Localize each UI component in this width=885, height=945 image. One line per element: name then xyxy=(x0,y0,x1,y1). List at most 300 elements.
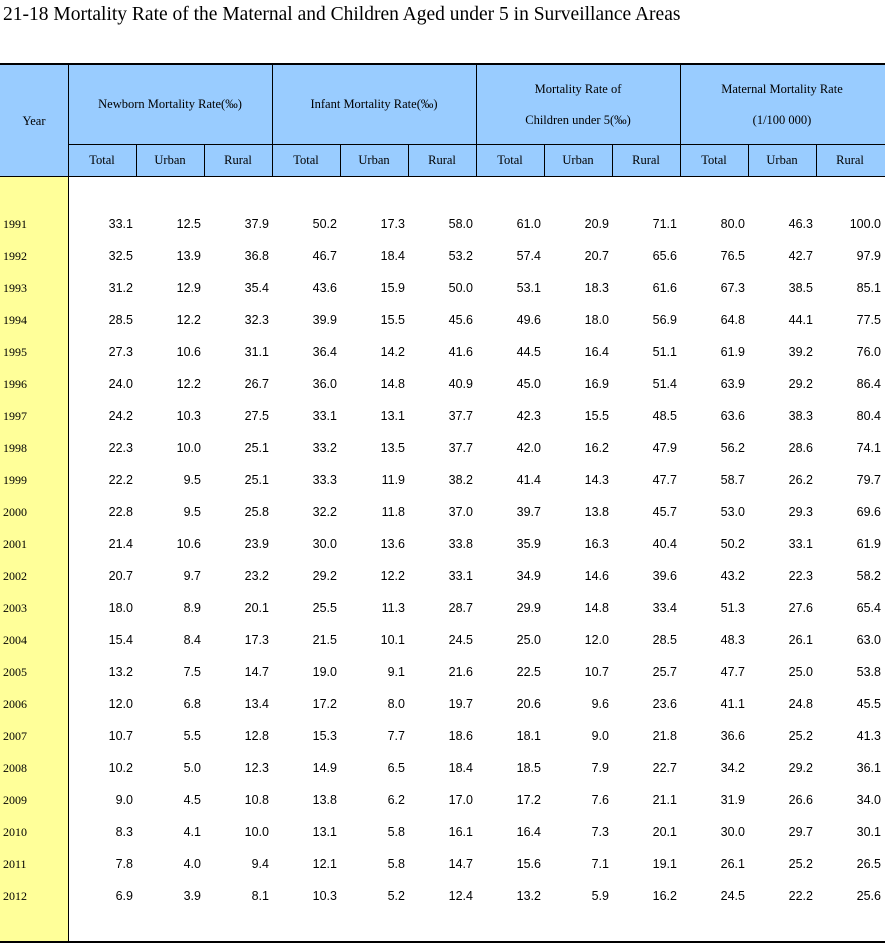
row-year: 1994 xyxy=(3,313,27,327)
table-cell: 46.7 xyxy=(312,249,337,263)
table-cell: 56.9 xyxy=(652,313,677,327)
row-year: 1993 xyxy=(3,281,27,295)
table-cell: 37.9 xyxy=(244,217,269,231)
table-cell: 22.2 xyxy=(788,889,813,903)
sub-header-total: Total xyxy=(497,153,523,167)
table-cell: 61.0 xyxy=(516,217,541,231)
table-cell: 61.9 xyxy=(856,537,881,551)
table-cell: 47.9 xyxy=(652,441,677,455)
table-cell: 9.1 xyxy=(387,665,405,679)
table-cell: 10.2 xyxy=(108,761,133,775)
table-cell: 33.4 xyxy=(652,601,677,615)
row-year: 2006 xyxy=(3,697,27,711)
table-cell: 24.5 xyxy=(720,889,745,903)
table-cell: 7.5 xyxy=(183,665,201,679)
row-year: 2012 xyxy=(3,889,27,903)
table-cell: 8.4 xyxy=(183,633,201,647)
table-cell: 4.1 xyxy=(183,825,201,839)
table-cell: 20.1 xyxy=(244,601,269,615)
table-cell: 28.6 xyxy=(788,441,813,455)
table-cell: 51.1 xyxy=(652,345,677,359)
table-cell: 12.2 xyxy=(176,313,201,327)
table-cell: 23.9 xyxy=(244,537,269,551)
table-cell: 63.0 xyxy=(856,633,881,647)
table-cell: 17.3 xyxy=(244,633,269,647)
table-cell: 25.1 xyxy=(244,473,269,487)
table-cell: 9.7 xyxy=(183,569,201,583)
table-cell: 39.9 xyxy=(312,313,337,327)
table-cell: 16.2 xyxy=(652,889,677,903)
table-cell: 31.9 xyxy=(720,793,745,807)
sub-header-urban: Urban xyxy=(358,153,390,167)
table-cell: 12.4 xyxy=(448,889,473,903)
table-cell: 5.8 xyxy=(387,857,405,871)
table-cell: 26.1 xyxy=(720,857,745,871)
row-year: 2008 xyxy=(3,761,27,775)
table-cell: 26.2 xyxy=(788,473,813,487)
table-cell: 31.2 xyxy=(108,281,133,295)
table-cell: 5.8 xyxy=(387,825,405,839)
row-year: 2003 xyxy=(3,601,27,615)
table-cell: 16.3 xyxy=(584,537,609,551)
row-year: 1996 xyxy=(3,377,27,391)
table-cell: 71.1 xyxy=(652,217,677,231)
table-cell: 86.4 xyxy=(856,377,881,391)
table-cell: 5.9 xyxy=(591,889,609,903)
newborn-mortality-header xyxy=(68,65,272,144)
table-cell: 28.5 xyxy=(108,313,133,327)
table-cell: 38.2 xyxy=(448,473,473,487)
table-cell: 13.8 xyxy=(584,505,609,519)
table-cell: 12.3 xyxy=(244,761,269,775)
table-cell: 10.7 xyxy=(108,729,133,743)
table-cell: 13.4 xyxy=(244,697,269,711)
table-cell: 21.5 xyxy=(312,633,337,647)
table-cell: 14.6 xyxy=(584,569,609,583)
table-cell: 11.8 xyxy=(381,505,405,519)
sub-header-urban: Urban xyxy=(154,153,186,167)
table-cell: 15.5 xyxy=(380,313,405,327)
table-cell: 29.7 xyxy=(788,825,813,839)
table-cell: 45.6 xyxy=(448,313,473,327)
table-cell: 20.1 xyxy=(652,825,677,839)
table-cell: 49.6 xyxy=(516,313,541,327)
row-year: 1992 xyxy=(3,249,27,263)
table-cell: 22.5 xyxy=(516,665,541,679)
table-cell: 11.9 xyxy=(381,473,405,487)
table-cell: 14.3 xyxy=(584,473,609,487)
table-cell: 12.0 xyxy=(108,697,133,711)
table-cell: 45.7 xyxy=(652,505,677,519)
table-cell: 9.5 xyxy=(183,473,201,487)
row-year: 2005 xyxy=(3,665,27,679)
table-cell: 18.4 xyxy=(380,249,405,263)
table-cell: 20.6 xyxy=(516,697,541,711)
sub-header-rural: Rural xyxy=(428,153,456,167)
table-cell: 36.8 xyxy=(244,249,269,263)
table-cell: 34.0 xyxy=(856,793,881,807)
maternal-mortality-header xyxy=(680,65,884,144)
table-cell: 14.7 xyxy=(244,665,269,679)
table-cell: 14.8 xyxy=(380,377,405,391)
table-cell: 10.0 xyxy=(176,441,201,455)
table-cell: 43.2 xyxy=(720,569,745,583)
table-cell: 19.0 xyxy=(312,665,337,679)
table-cell: 41.3 xyxy=(856,729,881,743)
table-cell: 53.8 xyxy=(856,665,881,679)
table-cell: 24.0 xyxy=(108,377,133,391)
table-cell: 100.0 xyxy=(849,217,881,231)
table-cell: 42.7 xyxy=(788,249,813,263)
table-cell: 17.2 xyxy=(312,697,337,711)
table-cell: 18.3 xyxy=(584,281,609,295)
table-cell: 13.1 xyxy=(312,825,337,839)
table-cell: 39.7 xyxy=(516,505,541,519)
table-cell: 45.0 xyxy=(516,377,541,391)
group-header-line2: (1/100 000) xyxy=(752,112,812,127)
table-cell: 48.5 xyxy=(652,409,677,423)
table-cell: 32.5 xyxy=(108,249,133,263)
table-cell: 9.4 xyxy=(251,857,269,871)
table-cell: 24.8 xyxy=(788,697,813,711)
table-cell: 25.0 xyxy=(788,665,813,679)
table-cell: 33.1 xyxy=(108,217,133,231)
table-cell: 10.6 xyxy=(176,345,201,359)
table-cell: 12.5 xyxy=(176,217,201,231)
row-year: 2001 xyxy=(3,537,27,551)
row-year: 1999 xyxy=(3,473,27,487)
table-cell: 13.5 xyxy=(380,441,405,455)
table-cell: 10.6 xyxy=(176,537,201,551)
table-cell: 34.9 xyxy=(516,569,541,583)
table-cell: 25.2 xyxy=(788,857,813,871)
table-cell: 10.3 xyxy=(312,889,337,903)
table-cell: 50.2 xyxy=(312,217,337,231)
sub-header-rural: Rural xyxy=(632,153,660,167)
table-cell: 33.2 xyxy=(312,441,337,455)
table-cell: 11.3 xyxy=(381,601,405,615)
table-cell: 17.3 xyxy=(380,217,405,231)
table-cell: 6.9 xyxy=(115,889,133,903)
table-cell: 5.5 xyxy=(183,729,201,743)
table-cell: 57.4 xyxy=(516,249,541,263)
table-cell: 3.9 xyxy=(183,889,201,903)
year-header: Year xyxy=(22,113,46,128)
table-cell: 27.3 xyxy=(108,345,133,359)
table-cell: 22.8 xyxy=(108,505,133,519)
table-cell: 13.1 xyxy=(380,409,405,423)
table-cell: 97.9 xyxy=(856,249,881,263)
under5-mortality-header xyxy=(476,65,680,144)
table-cell: 8.9 xyxy=(183,601,201,615)
table-cell: 26.7 xyxy=(244,377,269,391)
row-year: 2004 xyxy=(3,633,27,647)
table-cell: 56.2 xyxy=(720,441,745,455)
table-cell: 7.6 xyxy=(591,793,609,807)
table-cell: 16.9 xyxy=(584,377,609,391)
table-cell: 21.1 xyxy=(652,793,677,807)
table-cell: 80.4 xyxy=(856,409,881,423)
table-cell: 18.4 xyxy=(448,761,473,775)
table-cell: 14.8 xyxy=(584,601,609,615)
table-cell: 4.5 xyxy=(183,793,201,807)
table-cell: 44.5 xyxy=(516,345,541,359)
table-cell: 13.8 xyxy=(312,793,337,807)
table-cell: 7.3 xyxy=(591,825,609,839)
table-cell: 13.9 xyxy=(176,249,201,263)
table-cell: 4.0 xyxy=(183,857,201,871)
table-cell: 7.1 xyxy=(591,857,609,871)
table-cell: 9.5 xyxy=(183,505,201,519)
table-cell: 26.5 xyxy=(856,857,881,871)
table-cell: 12.2 xyxy=(380,569,405,583)
table-cell: 48.3 xyxy=(720,633,745,647)
table-cell: 63.6 xyxy=(720,409,745,423)
table-cell: 8.1 xyxy=(251,889,269,903)
table-cell: 41.4 xyxy=(516,473,541,487)
table-cell: 21.8 xyxy=(652,729,677,743)
group-header-line1: Maternal Mortality Rate xyxy=(721,81,843,96)
table-cell: 45.5 xyxy=(856,697,881,711)
table-cell: 33.8 xyxy=(448,537,473,551)
table-cell: 33.3 xyxy=(312,473,337,487)
table-cell: 6.2 xyxy=(387,793,405,807)
table-cell: 30.0 xyxy=(312,537,337,551)
row-year: 1991 xyxy=(3,217,27,231)
table-cell: 33.1 xyxy=(788,537,813,551)
table-cell: 77.5 xyxy=(856,313,881,327)
table-cell: 20.9 xyxy=(584,217,609,231)
table-cell: 30.0 xyxy=(720,825,745,839)
table-cell: 40.4 xyxy=(652,537,677,551)
table-cell: 14.2 xyxy=(380,345,405,359)
table-cell: 18.1 xyxy=(516,729,541,743)
table-cell: 47.7 xyxy=(720,665,745,679)
table-cell: 42.0 xyxy=(516,441,541,455)
table-cell: 76.5 xyxy=(720,249,745,263)
sub-header-total: Total xyxy=(701,153,727,167)
table-cell: 41.6 xyxy=(448,345,473,359)
table-cell: 12.0 xyxy=(584,633,609,647)
table-cell: 65.6 xyxy=(652,249,677,263)
group-header-line1: Infant Mortality Rate(‰) xyxy=(310,97,438,111)
table-cell: 31.1 xyxy=(244,345,269,359)
table-cell: 22.3 xyxy=(108,441,133,455)
table-cell: 8.0 xyxy=(387,697,405,711)
table-cell: 18.0 xyxy=(584,313,609,327)
table-cell: 65.4 xyxy=(856,601,881,615)
table-cell: 25.5 xyxy=(312,601,337,615)
table-cell: 16.2 xyxy=(584,441,609,455)
table-cell: 6.5 xyxy=(387,761,405,775)
table-cell: 22.7 xyxy=(652,761,677,775)
table-cell: 15.3 xyxy=(312,729,337,743)
row-year: 1997 xyxy=(3,409,27,423)
table-cell: 50.0 xyxy=(448,281,473,295)
table-cell: 63.9 xyxy=(720,377,745,391)
table-cell: 13.6 xyxy=(380,537,405,551)
row-year: 1998 xyxy=(3,441,27,455)
table-cell: 67.3 xyxy=(720,281,745,295)
table-cell: 37.7 xyxy=(448,409,473,423)
table-cell: 24.2 xyxy=(108,409,133,423)
table-cell: 27.6 xyxy=(788,601,813,615)
table-cell: 61.6 xyxy=(652,281,677,295)
table-cell: 10.1 xyxy=(380,633,405,647)
group-header-line1: Mortality Rate of xyxy=(534,81,622,96)
table-cell: 53.1 xyxy=(516,281,541,295)
table-cell: 53.0 xyxy=(720,505,745,519)
table-cell: 64.8 xyxy=(720,313,745,327)
table-cell: 39.6 xyxy=(652,569,677,583)
table-cell: 33.1 xyxy=(312,409,337,423)
sub-header-total: Total xyxy=(293,153,319,167)
table-cell: 22.2 xyxy=(108,473,133,487)
table-cell: 15.6 xyxy=(516,857,541,871)
sub-header-rural: Rural xyxy=(836,153,864,167)
row-year: 2010 xyxy=(3,825,27,839)
table-cell: 15.9 xyxy=(380,281,405,295)
table-cell: 30.1 xyxy=(856,825,881,839)
table-cell: 15.4 xyxy=(108,633,133,647)
table-cell: 19.7 xyxy=(448,697,473,711)
table-cell: 19.1 xyxy=(652,857,677,871)
table-cell: 24.5 xyxy=(448,633,473,647)
table-cell: 58.7 xyxy=(720,473,745,487)
table-cell: 25.2 xyxy=(788,729,813,743)
table-cell: 38.5 xyxy=(788,281,813,295)
table-cell: 16.1 xyxy=(448,825,473,839)
table-cell: 29.9 xyxy=(516,601,541,615)
table-cell: 37.7 xyxy=(448,441,473,455)
table-cell: 32.3 xyxy=(244,313,269,327)
table-cell: 85.1 xyxy=(856,281,881,295)
row-year: 1995 xyxy=(3,345,27,359)
table-cell: 20.7 xyxy=(108,569,133,583)
table-cell: 12.8 xyxy=(244,729,269,743)
table-cell: 14.7 xyxy=(448,857,473,871)
table-cell: 74.1 xyxy=(856,441,881,455)
table-bottom-rule xyxy=(0,941,885,943)
table-cell: 17.2 xyxy=(516,793,541,807)
table-cell: 5.2 xyxy=(387,889,405,903)
column-divider xyxy=(68,65,69,941)
table-cell: 42.3 xyxy=(516,409,541,423)
table-cell: 22.3 xyxy=(788,569,813,583)
table-cell: 10.0 xyxy=(244,825,269,839)
table-cell: 35.9 xyxy=(516,537,541,551)
table-cell: 5.0 xyxy=(183,761,201,775)
sub-header-urban: Urban xyxy=(766,153,798,167)
page-title: 21-18 Mortality Rate of the Maternal and Children Aged under 5 in Surveillance Areas xyxy=(3,4,681,25)
table-cell: 13.2 xyxy=(108,665,133,679)
table-cell: 29.3 xyxy=(788,505,813,519)
table-cell: 8.3 xyxy=(115,825,133,839)
table-cell: 69.6 xyxy=(856,505,881,519)
table-cell: 16.4 xyxy=(516,825,541,839)
table-cell: 10.3 xyxy=(176,409,201,423)
table-cell: 43.6 xyxy=(312,281,337,295)
group-header-line1: Newborn Mortality Rate(‰) xyxy=(98,97,242,111)
sub-header-total: Total xyxy=(89,153,115,167)
table-cell: 25.0 xyxy=(516,633,541,647)
table-cell: 58.2 xyxy=(856,569,881,583)
table-cell: 18.0 xyxy=(108,601,133,615)
table-cell: 25.7 xyxy=(652,665,677,679)
row-year: 2007 xyxy=(3,729,27,743)
table-cell: 18.5 xyxy=(516,761,541,775)
table-cell: 15.5 xyxy=(584,409,609,423)
table-cell: 53.2 xyxy=(448,249,473,263)
table-cell: 36.4 xyxy=(312,345,337,359)
row-year: 2009 xyxy=(3,793,27,807)
table-cell: 47.7 xyxy=(652,473,677,487)
table-cell: 25.1 xyxy=(244,441,269,455)
table-cell: 35.4 xyxy=(244,281,269,295)
table-cell: 9.0 xyxy=(115,793,133,807)
table-cell: 39.2 xyxy=(788,345,813,359)
table-cell: 21.4 xyxy=(108,537,133,551)
table-cell: 12.1 xyxy=(312,857,337,871)
table-cell: 28.7 xyxy=(448,601,473,615)
sub-header-rural: Rural xyxy=(224,153,252,167)
table-cell: 29.2 xyxy=(788,761,813,775)
table-cell: 36.0 xyxy=(312,377,337,391)
table-cell: 14.9 xyxy=(312,761,337,775)
row-year: 2002 xyxy=(3,569,27,583)
table-cell: 79.7 xyxy=(856,473,881,487)
sub-header-urban: Urban xyxy=(562,153,594,167)
table-cell: 40.9 xyxy=(448,377,473,391)
table-cell: 10.7 xyxy=(584,665,609,679)
table-cell: 27.5 xyxy=(244,409,269,423)
table-cell: 28.5 xyxy=(652,633,677,647)
table-cell: 32.2 xyxy=(312,505,337,519)
table-cell: 36.6 xyxy=(720,729,745,743)
table-cell: 10.8 xyxy=(244,793,269,807)
table-cell: 12.9 xyxy=(176,281,201,295)
table-cell: 80.0 xyxy=(720,217,745,231)
row-year: 2011 xyxy=(3,857,27,871)
table-cell: 9.0 xyxy=(591,729,609,743)
table-cell: 13.2 xyxy=(516,889,541,903)
table-cell: 26.6 xyxy=(788,793,813,807)
table-cell: 6.8 xyxy=(183,697,201,711)
table-cell: 16.4 xyxy=(584,345,609,359)
table-cell: 25.8 xyxy=(244,505,269,519)
table-cell: 17.0 xyxy=(448,793,473,807)
table-cell: 44.1 xyxy=(788,313,813,327)
table-cell: 51.4 xyxy=(652,377,677,391)
table-cell: 34.2 xyxy=(720,761,745,775)
table-cell: 41.1 xyxy=(720,697,745,711)
table-cell: 26.1 xyxy=(788,633,813,647)
table-cell: 36.1 xyxy=(856,761,881,775)
table-cell: 25.6 xyxy=(856,889,881,903)
table-cell: 23.6 xyxy=(652,697,677,711)
table-cell: 18.6 xyxy=(448,729,473,743)
table-cell: 29.2 xyxy=(312,569,337,583)
table-cell: 20.7 xyxy=(584,249,609,263)
table-cell: 38.3 xyxy=(788,409,813,423)
table-cell: 23.2 xyxy=(244,569,269,583)
table-cell: 46.3 xyxy=(788,217,813,231)
table-cell: 61.9 xyxy=(720,345,745,359)
group-header-line2: Children under 5(‰) xyxy=(525,112,631,127)
table-cell: 58.0 xyxy=(448,217,473,231)
table-cell: 51.3 xyxy=(720,601,745,615)
table-cell: 7.7 xyxy=(387,729,405,743)
